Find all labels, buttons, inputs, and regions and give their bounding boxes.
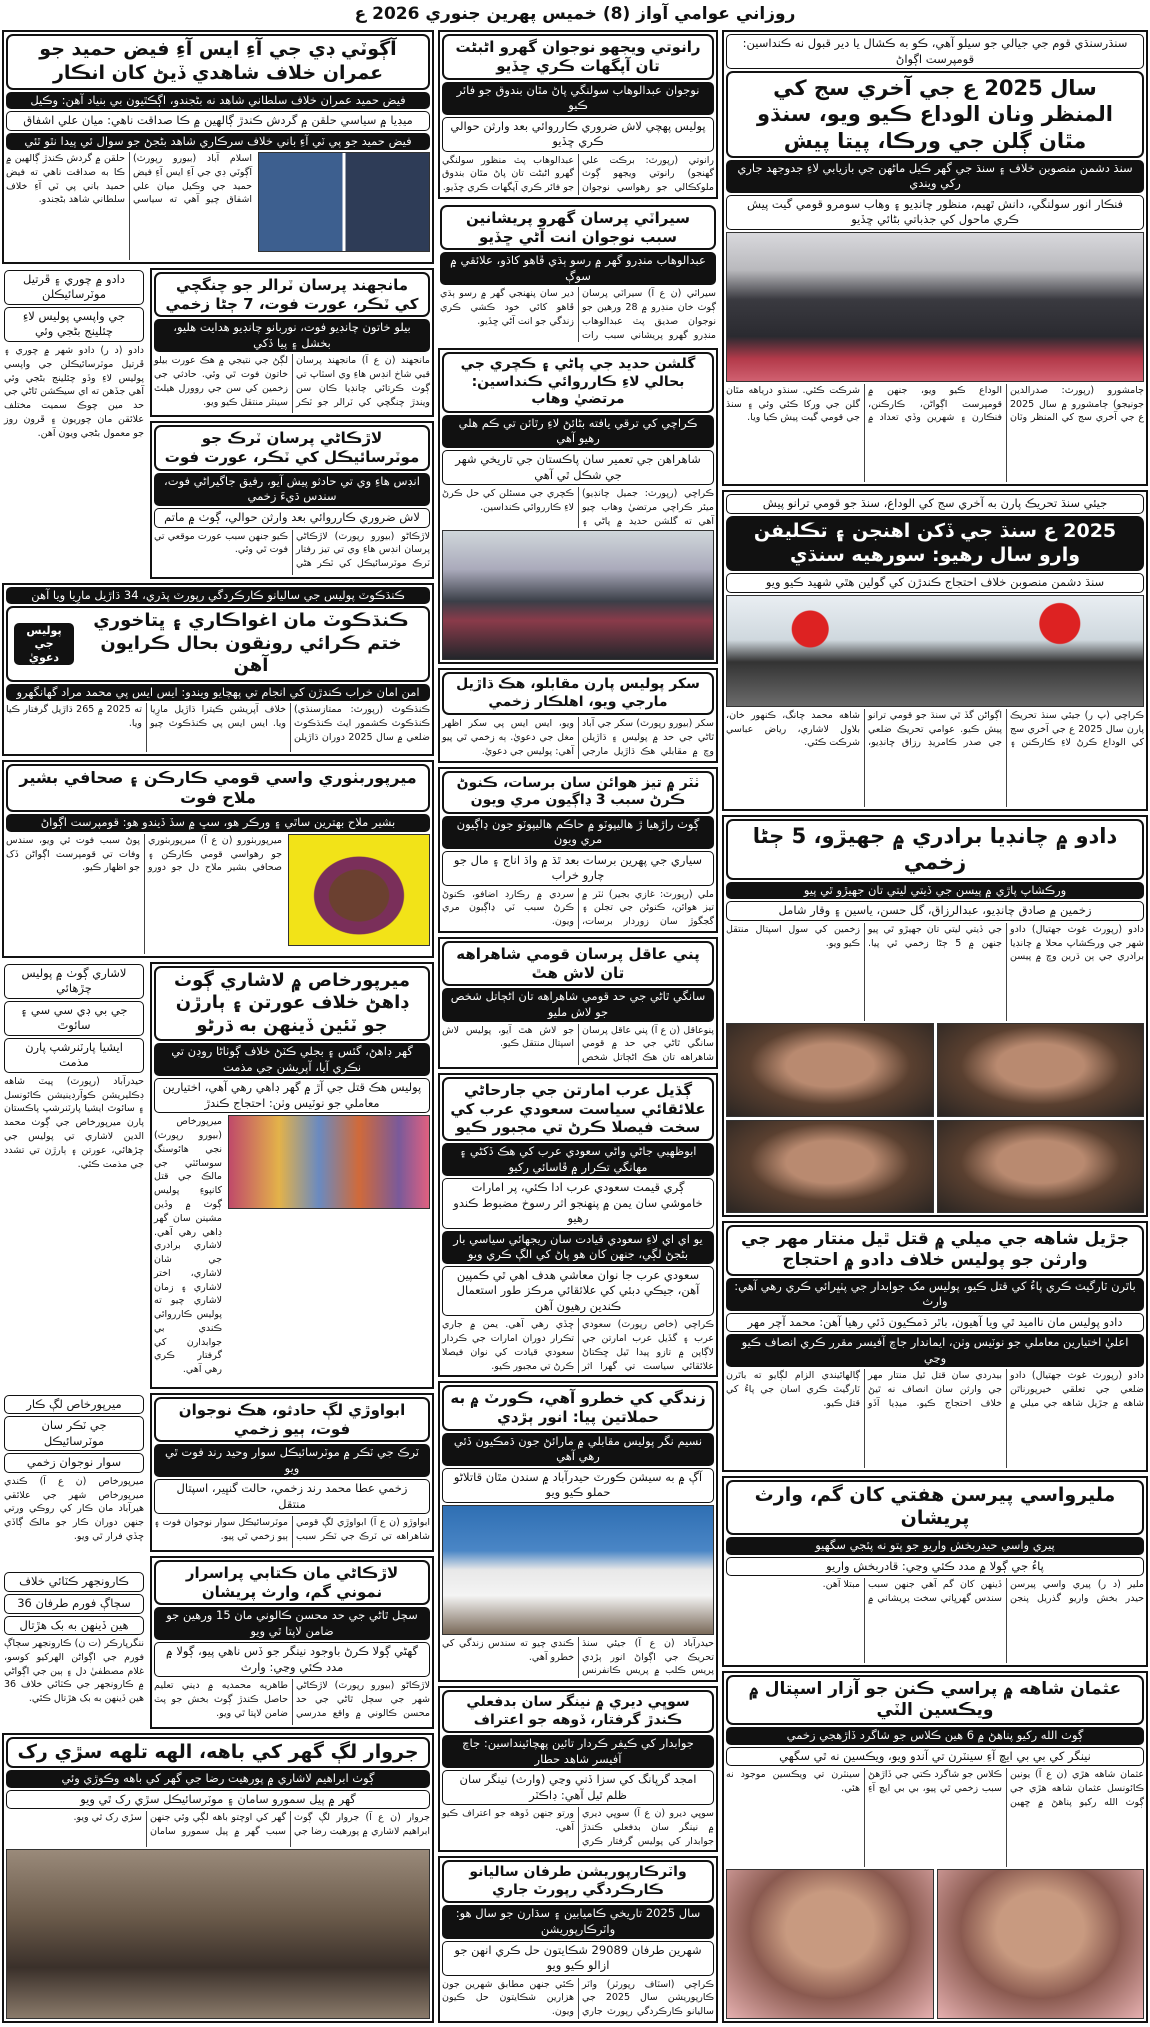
story-deck: ٽرڪ جي ٽڪر ۾ موٽرسائيڪل سوار وحيد رند فوت ٿي ويو <box>154 1444 430 1477</box>
story-deck: شهرين طرفان 29089 شڪايتون حل ڪري انهن جو ازالو ڪيو ويو <box>442 1941 714 1976</box>
story-deck: سال 2025 تاريخي ڪاميابين ۽ سڌارن جو سال هو: واٽرڪارپوريشن <box>442 1905 714 1938</box>
headline-text: رانوتي ويجهو نوجوان گهرو اڻبڻت تان آپگهات ڪري ڇڏيو <box>455 38 701 75</box>
headline-text: آڳوٽي ڊي جي آءِ ايس آءِ فيض حميد جو عمران خلاف شاهدي ڏيڻ کان انڪار <box>39 38 397 84</box>
news-story-m6 <box>438 937 718 1069</box>
story-stack <box>150 1393 434 1729</box>
news-photo <box>937 1023 1145 1117</box>
claim-tag: پوليس جي دعويٰ <box>14 623 74 665</box>
headline-text: واٽرڪارپوريشن طرفان ساليانو ڪارڪردگي رپورٽ جاري <box>469 1864 687 1898</box>
headline-text: لاڙڪاڻي مان ڪتابي پراسرار نموني گم، وارث پريشان <box>185 1563 399 1601</box>
news-photo <box>726 1023 934 1117</box>
story-deck: ميڊيا ۾ سياسي حلقن ۾ گردش ڪندڙ ڳالهين ۾ ڪا صداقت ناهي: ميان علي اشفاق <box>6 111 430 131</box>
story-headline[interactable] <box>6 764 430 812</box>
story-headline[interactable] <box>440 205 716 251</box>
story-deck: سنڌ دشمن منصوبن خلاف ۽ سنڌ جي گهر ڪيل ماڻهن جي بازيابي لاءِ جدوجهد جاري رکي ويندي <box>726 160 1144 193</box>
story-deck: لاشاري ڳوٺ ۾ پوليس چڙهائي <box>4 964 144 999</box>
headline-text: ميرپوربٺوري واسي قومي ڪارڪن ۽ صحافي بشير ملاح فوت <box>19 768 417 808</box>
news-story-l2 <box>150 268 434 418</box>
news-story-r2 <box>722 490 1148 811</box>
story-deck: سعودي عرب جا نوان معاشي هدف اهي ٿي ڪمپين آهن، جيڪي دبئي کي علائقائي مرڪز طور استعمال ڪندين رهيون آهن <box>442 1266 714 1317</box>
story-deck: فنڪار انور سولنگي، دانش ٿهيم، منظور چانڊيو ۽ وهاب سومرو قومي گيت پيش ڪري ماحول کي جذباتي بڻائي ڇڏيو <box>726 195 1144 230</box>
story-headline[interactable] <box>726 1480 1144 1536</box>
story-deck: ورڪشاپ پاڙي ۾ پيسن جي ڏيتي ليتي تان جهيڙو ٿي پيو <box>726 882 1144 900</box>
story-deck: دادو پوليس مان نااميد ٿي ويا آهيون، باٿر ڌمڪيون ڏئي رهيا آهن: محمد آچر مهر <box>726 1313 1144 1333</box>
headline-text: مانجهند پرسان ٽرالر جو چنگچي کي ٽڪر، عورت فوت، 7 ڄڻا زخمي <box>165 275 419 313</box>
story-stack <box>150 962 434 1389</box>
story-deck: بشير ملاح بهترين ساٿي ۽ ورڪر هو، سڀ ۾ سڏ ڏيندو هو: قومپرست اڳواڻ <box>6 814 430 832</box>
sidebar-stack <box>2 962 146 1389</box>
story-deck: يو اي اي لاءِ سعودي قيادت سان ريجهائي سياسي بار بڻجڻ لڳي، جنهن کان هو پاڻ کي الڳ ڪري ويو <box>442 1231 714 1264</box>
news-story-l7 <box>150 1393 434 1552</box>
story-deck: فيض حميد عمران خلاف سلطاني شاهد نه بڻجندو، اڳڪٿيون بي بنياد آهن: وڪيل <box>6 92 430 110</box>
story-headline[interactable] <box>442 672 714 715</box>
story-deck: دادو ۾ چوري ۽ ڦرتيل موٽرسائيڪلن <box>4 270 144 305</box>
headline-text: ابواوڙي لڳ حادثو، هڪ نوجوان فوت، ٻيو زخمي <box>178 1400 406 1438</box>
story-deck: ڳوٺ الله رکيو پناهڻ ۾ 6 هين ڪلاس جو شاگرد ڏاڙهجي زخمي <box>726 1727 1144 1745</box>
story-deck: ڳوٺ ابراهيم لاشاري ۾ پورهيت رضا جي گهر کي باهه وڪوڙي وئي <box>6 1770 430 1788</box>
story-deck: شاهراهن جي تعمير سان پاڪستان جي تاريخي شهر جي شڪل ٿي آهي <box>442 450 714 485</box>
story-body-text: ڪراچي (اسٽاف رپورٽر) واٽر ڪارپوريشن سال 2025 جي ساليانو ڪارڪردگي رپورٽ جاري ڪئي جنهن مطابق شهرين جون هزارين شڪايتون حل ڪيون ويون. <box>442 1978 714 2018</box>
story-headline[interactable] <box>726 1225 1144 1276</box>
story-headline[interactable] <box>154 966 430 1042</box>
story-body-text: ڪراچي (خاص رپورٽ) سعودي عرب ۽ گڏيل عرب امارتن جي لاڳاپن ۾ تازو پيدا ٿيل ڇڪتاڻ علائقائي سياست تي گهرا اثر ڇڏي رهي آهي. يمن ۾ جاري تڪرار دوران امارات جي ڪردار سعودي قيادت کي نوان فيصلا ڪرڻ تي مجبور ڪيو. <box>442 1319 714 1372</box>
story-headline[interactable] <box>442 1690 714 1733</box>
news-story-r3 <box>722 815 1148 1217</box>
news-story-l7b <box>2 1393 146 1567</box>
news-story-m3 <box>438 348 718 664</box>
story-body-text: سيراٽي (ن ع آ) سيراٽي پرسان ڳوٺ خان منڊرو ۾ 28 ورهين جو نوجوان صديق پٽ عبدالوهاب منڊرو گهرو پريشاني سبب رات دير سان پنهنجي گهر ۾ رسو ٻڌي ڦاهو کائي خود ڪشي ڪري زندگي جو انت آڻي ڇڏيو. <box>440 288 716 341</box>
news-story-m8 <box>438 1381 718 1682</box>
story-deck: فيض حميد جو پي ٽي آءِ باني خلاف سرڪاري شاهد بڻجڻ جو سوال ئي پيدا نٿو ٿئي <box>6 133 430 151</box>
story-headline[interactable] <box>726 516 1144 572</box>
story-deck: انڊس هاءِ وي تي حادثو پيش آيو، رفيق جاگيراڻي فوت، سندس ڌيءَ زخمي <box>154 473 430 506</box>
headline-text: لاڙڪاڻي پرسان ٽرڪ جو موٽرسائيڪل کي ٽڪر، عورت فوت <box>164 429 420 467</box>
news-story-m5 <box>438 767 718 933</box>
story-deck: آڳ ۾ به سيشن ڪورٽ حيدرآباد ۾ سندن مٿان قاتلاڻو حملو ڪيو ويو <box>442 1468 714 1503</box>
story-body-text: ڪنڌڪوٽ (رپورٽ: ممتازسنڌي) ڪنڌڪوٽ ڪشمور ايٽ ڪنڌڪوٽ ضلعي ۾ سال 2025 دوران ڌاڙيلن خلاف آپريشن ڪيترا ڌاڙيل مارِيا ويا. ايس ايس پي ڪنڌڪوٽ چيو ته 2025 ۾ 265 ڌاڙيل گرفتار ڪيا ويا. <box>6 704 430 743</box>
story-deck: لاش ضروري ڪارروائي بعد وارثن حوالي، ڳوٺ ۾ ماتم <box>154 508 430 528</box>
headline-text: سوڀي ديري ۾ نينگر سان بدفعلي ڪندڙ گرفتار، ڏوهه جو اعتراف <box>466 1694 690 1728</box>
story-deck: پاءُ جي ڳولا ۾ مدد ڪئي وڃي: قادربخش واريو <box>726 1557 1144 1577</box>
story-body-text: ننگرپارڪر (ت ن) ڪارونجهر سڄاڳ فورم جي اڳواڻن الهرکيو کوسو، غلام مصطفيٰ دل ۽ ٻين جي اڳواڻي ۾ ڪارونجهر جي ڪٽائي خلاف 36 هين ڏينهن به بک هڙتال ڪئي. <box>4 1638 144 1705</box>
headline-text: ٺٽر ۾ تيز هوائن سان برسات، ڪنوڻ ڪرڻ سبب 3 ڍاڳيون مري ويون <box>456 774 700 809</box>
story-deck: زخمين ۾ صادق چانڊيو، عبدالرزاق، گل حسن، ياسين ۽ وقار شامل <box>726 901 1144 921</box>
headline-text: عثمان شاهه ۾ پراسي ڪنن جو آزار اسپتال ۾ ويڪسين الٽي <box>748 1678 1122 1721</box>
story-body-text: عثمان شاهه هڙي (ن ع آ) يونين ڪائونسل عثمان شاهه هڙي جي ڳوٺ الله رکيو پناهڻ ۾ ڇهين ڪلاس جو شاگرد ڪتي جي ڏاڙهڻ سبب زخمي ٿي پيو، بي بي ايڇ آءِ سينٽرن تي ويڪسين موجود نه هئي. <box>726 1769 1144 1808</box>
story-deck: ڪارونجهر ڪٽائي خلاف <box>4 1572 144 1592</box>
story-body-text: دادو (رپورٽ غوث جهتيال) دادو ضلعي جي تعلقي خيرپورناٿن شاهه ۾ جڙيل شاهه جي ميلي ۾ بيدردي سان قتل ٿيل منتار مهر جي وارثن سان انصاف نه ٿيڻ خلاف احتجاج ڪيو. ميڊيا آڏو ڳالهائيندي الزام لڳايو ته باٿرن ٽارگيٽ ڪري اسان جي پاءُ کي قتل ڪيو. <box>726 1370 1144 1409</box>
story-headline[interactable] <box>6 34 430 90</box>
news-story-l8b <box>2 1570 146 1728</box>
story-deck: سنڌ دشمن منصوبن خلاف احتجاج ڪندڙن کي گولين هٿي شهيد ڪيو ويو <box>726 573 1144 593</box>
headline-text: جڙيل شاهه جي ميلي ۾ قتل ٿيل منتار مهر جي وارثن جو پوليس خلاف دادو ۾ احتجاج <box>741 1229 1129 1271</box>
headline-text: ڪنڌڪوٽ مان اغواڪاري ۽ ڀتاخوري ختم ڪرائي رونقون بحال ڪرايون آهن <box>93 610 409 677</box>
news-story-l9 <box>2 1733 434 2023</box>
story-deck: پيري واسي حيدربخش واريو جو پتو نه پئجي سگهيو <box>726 1537 1144 1555</box>
news-story-l4 <box>2 583 434 757</box>
story-headline[interactable] <box>442 941 714 987</box>
story-headline[interactable] <box>154 425 430 471</box>
story-photo <box>228 1115 430 1209</box>
story-body-text: ميرپورخاص (بيورو رپورٽ) نجي هائوسنگ سوسائٽي جي مالڪ جي قتل کانپوءِ پوليس ڳوٺ ۾ وڏين مشينن سان گهر ڊاهي رهي آهي. لاشاري برادري جي شان لاشاري، اختر لاشاري ۽ زمان لاشاري چيو ته پوليس ڪارروائي ڪندي بي جوابدارن کي گرفتار ڪري رهي آهي. <box>154 1116 222 1376</box>
headline-text: ڳڌيل عرب امارتن جي جارحاڻي علائقائي سياست سعودي عرب کي سخت فيصلا ڪرڻ تي مجبور ڪيو <box>450 1080 706 1137</box>
story-deck: امجد گرپانگ کي سزا ڏني وڃي (وارث) نينگر سان ظلم ٿيل آهي: ڊاڪٽر <box>442 1770 714 1805</box>
story-kicker: سنڌرسنڌي قوم جي جيالي جو سيلو آهي، ڪو به ڪشال يا دير قبول نه ڪنداسين: قومپرست اڳواڻ <box>726 34 1144 69</box>
story-headline[interactable] <box>726 1675 1144 1726</box>
news-story-r6 <box>722 1671 1148 2023</box>
story-deck: نسيم نگر پوليس مقابلي ۾ مارائڻ جون ڌمڪيون ڏئي رهي آهي <box>442 1433 714 1466</box>
news-story-m2 <box>438 203 718 345</box>
story-body-text: ميرپورخاص (ن ع آ) ڪندي ميرپورخاص شهر جي علائقي هيرآباد مان ڪار کي روڪي ورتي جنهن دوران ڪار جو مالڪ ڳاڏي ڇڏي فرار ٿي ويو. <box>4 1475 144 1542</box>
news-photo <box>726 232 1144 382</box>
story-deck: گهر ڊاهڻ، گئس ۽ بجلي ڪٽڻ خلاف ڳوٺاڻا روڊن تي نڪري آيا، آپريشن جي مذمت <box>154 1043 430 1076</box>
story-body-text: ابواوڙو (ن ع آ) ابواوڙي لڳ قومي شاهراهه تي ٽرڪ جي ٽڪر سبب موٽرسائيڪل سوار نوجوان فوت ۽ ٻيو زخمي ٿي پيو. <box>154 1517 430 1543</box>
story-deck: سوار نوجوان زخمي <box>4 1453 144 1473</box>
news-story-m4 <box>438 668 718 762</box>
news-photo <box>726 595 1144 707</box>
story-deck: هين ڏينهن به بک هڙتال <box>4 1616 144 1636</box>
story-deck: عبدالوهاب منڊرو گهر ۾ رسو ٻڌي ڦاهو کاڌو، علائقي ۾ سوڳ <box>440 252 716 285</box>
news-photo <box>937 1869 1145 2019</box>
news-photo <box>726 1869 934 2019</box>
story-headline[interactable] <box>442 771 714 814</box>
story-deck: اعليٰ اختيارين معاملي جو نوٽيس وٺن، ايماندار جاچ آفيسر مقرر ڪري انصاف ڪيو وڃي <box>726 1334 1144 1367</box>
story-kicker: ڪنڌڪوٽ پوليس جي ساليانو ڪارڪردگي رپورٽ پڌري، 34 ڌاڙيل مارِيا ويا آهن <box>6 587 430 605</box>
story-stack <box>150 268 434 579</box>
story-body-with-photo <box>6 834 430 954</box>
sidebar-stack <box>2 1393 146 1729</box>
story-deck: ڳري قيمت سعودي عرب ادا ڪئي، پر امارات خاموشي سان يمن ۾ پنهنجو اثر رسوخ مضبوط ڪندو رهيو <box>442 1178 714 1229</box>
story-photo <box>6 1849 430 2019</box>
news-story-m7 <box>438 1073 718 1377</box>
story-body-text: ملير (د ر) پيري واسي پيرسن حيدر بخش واريو گذريل پنجن ڏينهن کان گم آهي جنهن سبب سندس گهرڀاتي سخت پريشاني ۾ مبتلا آهن. <box>822 1579 1144 1604</box>
news-story-l2b <box>2 268 146 579</box>
headline-text: پني عاقل پرسان قومي شاهراهه تان لاش هٿ <box>456 944 700 982</box>
story-headline[interactable] <box>442 1385 714 1431</box>
news-story-m10 <box>438 1856 718 2022</box>
story-body-text: سکر (بيورو رپورٽ) سکر جي آباد ٿاڻي جي حد ۾ پوليس ۽ ڌاڙيلن وچ ۾ مقابلي هڪ ڌاڙيل مارجي ويو، ايس ايس پي سکر اظهر مغل جي دعويٰ. ٻه زخمي ٿي پيو آهي: پوليس جي دعويٰ. <box>442 718 714 757</box>
story-headline[interactable] <box>154 1560 430 1606</box>
story-row <box>2 1393 434 1729</box>
story-photo <box>726 232 1144 382</box>
news-story-l6 <box>150 962 434 1389</box>
story-deck: ميرپورخاص لڳ ڪار <box>4 1395 144 1415</box>
news-story-l5 <box>2 760 434 957</box>
story-body-text: رانوتي (رپورٽ: برڪت علي گهنجو) رانوتي ويجهو ڳوٺ ملوکڪالي جو رهواسي نوجوان عبدالوهاب پٽ منظور سولنگي گهرو اڻبڻت تان پاڻ مٿان بندوق جو فائر ڪري آپگهات ڪري ڇڏيو. <box>442 154 714 194</box>
news-story-l6b <box>2 962 146 1389</box>
column-right <box>722 30 1148 2023</box>
news-story-r5 <box>722 1476 1148 1667</box>
story-body-text: لاڙڪاڻو (بيورو رپورٽ) لاڙڪاڻي شهر جي سڄل ٿاڻي جي حد محسن ڪالوني ۾ واقع مدرسي طاهريه محمديه ۾ ديني تعليم حاصل ڪندڙ ڳوٺ بخش جو پٽ ضامن لاپتا ٿي ويو. <box>154 1680 430 1719</box>
story-body-text: مانجهند (ن ع آ) مانجهند پرسان قبي شاخ انڊس هاءِ وي اسٽاپ تي ڳوٺ ڪرتائي چانڊيا ڪان سن ويندڙ چنگچي کي ٽرالر جو ٽڪر لڳڻ جي نتيجي ۾ هڪ عورت بيلو خاتون فوت ٿي وئي. حادثي جي زخمين کي سن جي روورل هيلٿ سينٽر منتقل ڪيو ويو. <box>154 355 430 408</box>
story-body-text: دادو (د ر) دادو شهر ۾ چوري ۽ ڦرتيل موٽرسائيڪلن جي واپسي پوليس لاءِ وڏو چئلينج بڻجي وئي آهي جڏهن ته اي سيڪشن ٿاڻي جي حد مين چوڪ سميت مختلف علائقن مان چوريون ۽ ڦرون روز جو معمول بڻجي ويون آهن. <box>4 344 144 439</box>
newspaper-page <box>0 30 1150 2027</box>
story-deck: سڄاڳ فورم طرفان 36 <box>4 1594 144 1614</box>
story-photo <box>288 834 430 946</box>
news-photo <box>442 530 714 660</box>
story-deck: ڳوٺ راڙهيا ڙ هاليپوٽو ۾ حاڪم هاليپوٽو جون ڍاڳيون مري ويون <box>442 816 714 849</box>
story-deck: جوابدار کي ڪيفر ڪردار تائين پهچائينداسين: جاچ آفيسر شاهد حطار <box>442 1735 714 1768</box>
headline-text: مليرواسي پيرسن هفتي کان گم، وارث پريشان <box>754 1483 1116 1530</box>
story-deck: ابوظهبي جاڻي واڻي سعودي عرب کي هڪ ڏکڻي ۽ مهانگي تڪرار ۾ ڦاسائي رکيو <box>442 1143 714 1176</box>
story-deck: جي بي ڊي سي سي ۽ سائوٿ <box>4 1001 144 1036</box>
story-deck: نينگر کي بي بي ايڇ آءِ سينٽرن تي آندو ويو، ويڪسين نه ٿي سگهي <box>726 1747 1144 1767</box>
story-photo <box>726 1869 1144 2019</box>
story-headline[interactable] <box>6 606 430 682</box>
story-headline[interactable] <box>726 71 1144 158</box>
story-body-text: دادو (رپورٽ غوث جهتيال) دادو شهر جي ورڪشاپ محلا ۾ چانڊيا برادري جي ٻن ڌرين وچ ۾ پيسن جي ڏيتي ليتي تان جهيڙو ٿي پيو جنهن ۾ 5 ڄڻا زخمي ٿي پيا. زخمين کي سول اسپتال منتقل ڪيو ويو. <box>726 923 1144 963</box>
story-deck: گهر ۾ پيل سمورو سامان ۽ موٽرسائيڪل سڙي رک ٿي ويو <box>6 1790 430 1810</box>
story-body-text: سوڀي ديرو (ن ع آ) سوڀي ديري ۾ نينگر سان بدفعلي ڪندڙ جوابدار کي پوليس گرفتار ڪري ورتو جنهن ڏوهه جو اعتراف ڪيو آهي. <box>442 1808 714 1847</box>
story-deck: سياري جي پهرين برسات بعد ٿڌ ۾ واڌ اناج ۽ مال جو چارو خراب <box>442 851 714 886</box>
story-body-text: حيدرآباد (رپورٽ) پيٽ شاهه ڊڪليريشن ڪوآرڊينيشن ڪائونسل ۽ سائوٿ ايشيا پارٽنرشپ پاڪستان پارن ميرپورخاص جي ڳوٺ محمد الدين لاشاري تي پوليس جي چڙهائي، عورتن ۽ ٻارڙن تي تشدد جي مذمت ڪئي. <box>4 1075 144 1170</box>
story-deck: باٿرن ٽارگيٽ ڪري پاءُ کي قتل ڪيو، پوليس مک جوابدار جي پٺڀرائي ڪري رهي آهي: وارث <box>726 1278 1144 1311</box>
story-headline[interactable] <box>154 272 430 318</box>
news-story-l1 <box>2 30 434 264</box>
masthead-dateline: روزاني عوامي آواز (8) خميس پهرين جنوري 2026 ع <box>354 4 796 24</box>
news-story-m9 <box>438 1686 718 1852</box>
story-body-text: لاڙڪاڻو (بيورو رپورٽ) لاڙڪاڻي پرسان انڊس هاءِ وي تي تيز رفتار ٽرڪ موٽرسائيڪل کي ٽڪر هڻي ڪيو جنهن سبب عورت موقعي تي فوت ٿي وئي. <box>154 530 430 570</box>
news-story-m1 <box>438 30 718 199</box>
story-deck: ڪراچي کي ترقي يافته بڻائڻ لاءِ رٿائن تي ڪم هلي رهيو آهي <box>442 415 714 448</box>
story-body-with-photo <box>154 1115 430 1384</box>
story-deck: سڄل ٿاڻي جي حد محسن ڪالوني مان 15 ورهين جو ضامن لاپتا ٿي ويو <box>154 1607 430 1640</box>
story-body-text: جروار (ن ع آ) جروار لڳ ڳوٺ ابراهيم لاشاري ۾ پورهيت رضا جي گهر کي اوچتو باهه لڳي وئي جنهن سبب گهر ۾ پيل سمورو سامان سڙي رک ٿي ويو. <box>73 1812 430 1838</box>
story-photo <box>726 595 1144 707</box>
news-story-r4 <box>722 1221 1148 1472</box>
story-headline[interactable] <box>442 1077 714 1141</box>
story-headline[interactable] <box>442 34 714 80</box>
column-mid <box>438 30 718 2023</box>
news-photo <box>6 1849 430 2019</box>
headline-text: سکر پوليس پارن مقابلو، هڪ ڌاڙيل مارجي ويو، اهلڪار زخمي <box>456 676 700 710</box>
story-body-text: ملي (رپورٽ: غازي بجير) ٺٽر ۾ تيز هوائن، ڪنوڻن جي تجلن ۽ گجگوڙ سان زوردار برسات، سردي ۾ رڪارڊ اضافو، ڪنوڻ ڪرڻ سبب ٽي ڍاڳيون مري ويون. <box>442 888 714 928</box>
story-headline[interactable] <box>726 819 1144 880</box>
headline-text: گلشن حديد جي پاڻي ۽ ڪچري جي بحالي لاءِ ڪارروائي ڪنداسين: مرتضيٰ وهاب <box>460 356 696 408</box>
story-headline[interactable] <box>442 1860 714 1903</box>
headline-text: جروار لڳ گهر کي باهه، الهه تلهه سڙي رک <box>17 1740 419 1763</box>
story-deck: سانگي ٿاڻي جي حد قومي شاهراهه تان اڻڄاتل شخص جو لاش مليو <box>442 988 714 1021</box>
story-deck: زخمي عطا محمد رند زخمي، حالت گنڀير، اسپتال منتقل <box>154 1479 430 1514</box>
story-deck: امن امان خراب ڪندڙن کي انجام تي پهچايو ويندو: ايس ايس پي محمد مراد گهانگهرو <box>6 684 430 702</box>
headline-text: دادو ۾ چانڊيا برادري ۾ جهيڙو، 5 ڄڻا زخمي <box>752 824 1118 875</box>
news-photo <box>442 1505 714 1635</box>
story-deck: نوجوان عبدالوهاب سولنگي پاڻ مٿان بندوق جو فائر ڪيو <box>442 82 714 115</box>
headline-text: سال 2025 ع جي آخري سج کي المنظر ونان الوداع ڪيو ويو، سنڌو مٿان ڳلن جي ورڪا، پيتا پيش <box>757 76 1113 153</box>
news-story-l8 <box>150 1556 434 1729</box>
headline-text: زندگي کي خطرو آهي، ڪورٽ ۾ به حملاتين پيا: انور ٻڙدي <box>450 1389 706 1427</box>
column-left <box>2 30 434 2023</box>
news-photo <box>937 1120 1145 1214</box>
story-headline[interactable] <box>154 1397 430 1443</box>
story-body-text: ڪراچي (رپورٽ: جميل چانڊيو) ميئر ڪراچي مرتضيٰ وهاب چيو آهي ته گلشن حديد ۾ پاڻي ۽ ڪچري جي مسئلن کي حل ڪرڻ لاءِ ڪارروائي ڪنداسين. <box>442 488 714 527</box>
story-body-text: حيدرآباد (ن ع آ) جيئي سنڌ تحريڪ جي اڳواڻ انور ٻڙدي پريس ڪلب ۾ پريس ڪانفرنس ڪندي چيو ته سندس زندگي کي خطرو آهي. <box>442 1637 714 1677</box>
news-photo <box>726 1120 934 1214</box>
story-body-text: ڄامشورو (رپورٽ: صدرالدين جونيجو) ڄامشورو ۾ سال 2025 ع جي آخري سج کي المنظر وٽان الوداع ڪيو ويو، جنهن ۾ قومپرست اڳواڻن، ڪارڪنن، فنڪارن ۽ شهرين وڏي تعداد ۾ شرڪت ڪئي. سنڌو درياهه مٿان گلن جي ورکا ڪئي وئي ۽ سنڌ جي قومي گيت پيش ڪيا ويا. <box>726 384 1144 424</box>
story-row <box>2 962 434 1389</box>
headline-text: 2025 ع سنڌ جي ڏکن اهنجن ۽ تڪليفن وارو سال رهيو: سورهيه سنڌي <box>753 519 1117 566</box>
story-headline[interactable] <box>6 1737 430 1769</box>
story-body-text: پنوعاقل (ن ع آ) پني عاقل پرسان سانگي ٿاڻي جي حد ۾ قومي شاهراهه تان هڪ اڻڄاتل شخص جو لاش هٿ آيو، پوليس لاش اسپتال منتقل ڪيو. <box>442 1024 714 1064</box>
story-photo <box>726 1023 1144 1213</box>
story-deck: جي ٽڪر سان موٽرسائيڪل <box>4 1416 144 1451</box>
headline-text: سيراٽي پرسان گهرو پريشانين سبب نوجوان انت آڻي ڇڏيو <box>466 208 690 246</box>
story-deck: پوليس پهچي لاش ضروري ڪارروائي بعد وارثن حوالي ڪري ڇڏيو <box>442 117 714 152</box>
story-deck: بيلو خاتون چانڊيو فوت، نوربانو چانڊيو هدايت هليو، بخشل ۽ پيا ڏکي <box>154 319 430 352</box>
story-deck: پوليس هڪ قتل جي آڙ ۾ گهر ڊاهي رهي آهي، اختيارين معاملي جو نوٽيس وٺن: احتجاج ڪندڙ <box>154 1078 430 1113</box>
story-deck: جي واپسي پوليس لاءِ چئلينج بڻجي وئي <box>4 307 144 342</box>
sidebar-stack <box>2 268 146 579</box>
story-body-text: ميرپوربٺورو (ن ع آ) ميرپوربٺوري جو رهواسي قومي ڪارڪن ۽ صحافي بشير ملاح دل جو دورو پوڻ سبب فوت ٿي ويو، سندس وفات تي قومپرست اڳواڻن ڏک جو اظهار ڪيو. <box>6 834 282 874</box>
story-body-text: ڪراچي (پ ر) جيئي سنڌ تحريڪ پارن سال 2025 ع جي آخري سج کي الوداع ڪرڻ لاءِ ڪارڪنن ۽ اڳواڻن گڏ ٿي سنڌ جو قومي ترانو پيش ڪيو. عوامي تحريڪ ضلعي جي صدر ڪامريڊ رزاق چانڊيو، شاهه محمد چانگ، ڪنهور خان، بلاول لاشاري، رياض عباسي شرڪت ڪئي. <box>726 709 1144 749</box>
news-story-l3 <box>150 421 434 578</box>
story-kicker: جيئي سنڌ تحريڪ پارن به آخري سج کي الوداع، سنڌ جو قومي ترانو پيش <box>726 494 1144 514</box>
story-deck: گهڻي ڳولا ڪرڻ باوجود نينگر جو ڏس ناهي پيو، ڳولا ۾ مدد ڪئي وڃي: وارث <box>154 1642 430 1677</box>
story-photo <box>442 530 714 660</box>
story-row <box>2 268 434 579</box>
story-photo <box>258 152 430 252</box>
story-headline[interactable] <box>442 352 714 413</box>
story-deck: ايشيا پارٽنرشپ پارن مذمت <box>4 1038 144 1073</box>
story-body-with-photo <box>6 152 430 260</box>
news-story-r1 <box>722 30 1148 486</box>
story-photo <box>442 1505 714 1635</box>
headline-text: ميرپورخاص ۾ لاشاري ڳوٺ ڊاهڻ خلاف عورتن ۽ ٻارڙن جو ٽئين ڏينهن به ڌرڻو <box>174 969 410 1036</box>
story-body-text: اسلام آباد (بيورو رپورٽ) آڳوٽي ڊي جي آءِ ايس آءِ فيض حميد جي وڪيل ميان علي اشفاق چيو آهي ته سياسي حلقن ۾ گردش ڪندڙ ڳالهين ۾ ڪا به صداقت ناهي ته فيض حميد باني پي ٽي آءِ خلاف سلطاني شاهد بڻجندو. <box>6 153 252 206</box>
